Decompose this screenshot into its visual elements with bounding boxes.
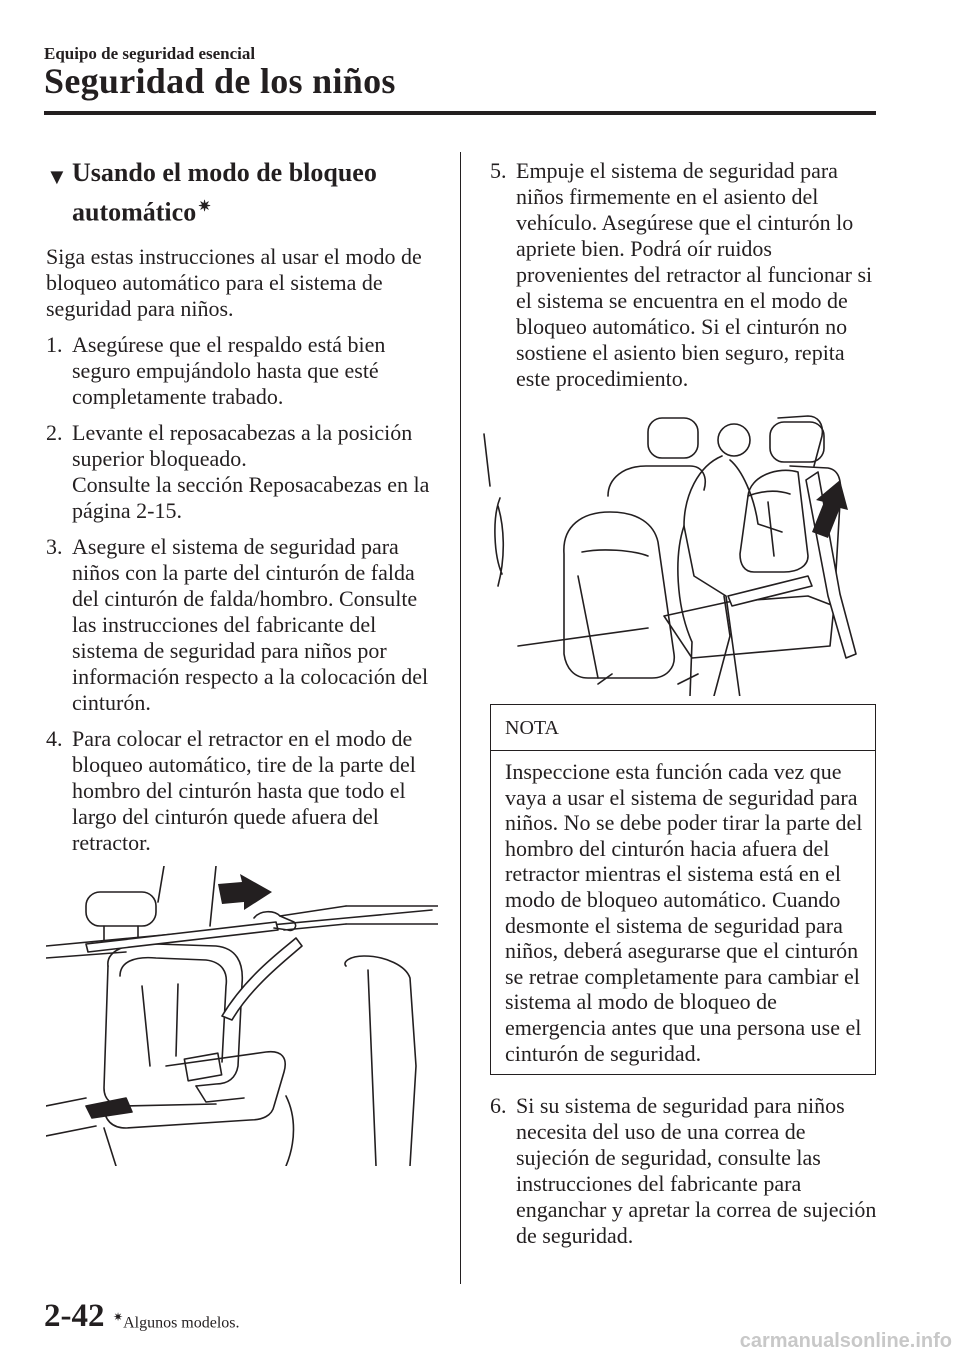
step-number: 4. xyxy=(46,725,63,751)
note-title: NOTA xyxy=(491,705,875,751)
footnote-text: Algunos modelos. xyxy=(123,1314,240,1332)
step-2 xyxy=(46,420,438,524)
step-number: 6. xyxy=(490,1093,507,1119)
asterisk-icon: ✷ xyxy=(198,199,211,215)
step-text: Asegúrese que el respaldo está bien seguro empujándolo hasta que esté completamente trabado. xyxy=(72,331,386,409)
triangle-marker-icon: ▼ xyxy=(46,164,68,189)
asterisk-icon: ✷ xyxy=(113,1310,124,1324)
note-box xyxy=(490,704,876,1075)
step-number: 2. xyxy=(46,419,63,445)
step-text: Asegure el sistema de seguridad para niños con la parte del cinturón de falda del cinturón de falda/hombro. Consulte las instrucciones del fabricante del sistema de seguridad para niños por información respecto a la colocación del cinturón. xyxy=(72,533,429,715)
child-seat-install-illustration xyxy=(478,406,868,696)
watermark: carmanualsonline.info xyxy=(739,1330,952,1352)
step-text-reference: Consulte la sección Reposacabezas en la página 2-15. xyxy=(72,471,430,523)
left-column xyxy=(46,156,438,1166)
step-number: 1. xyxy=(46,331,63,357)
step-1 xyxy=(46,332,438,410)
step-text: Levante el reposacabezas a la posición superior bloqueado. xyxy=(72,419,413,471)
subsection-heading xyxy=(46,156,438,230)
note-text: Inspeccione esta función cada vez que vaya a usar el sistema de seguridad para niños. No se debe poder tirar la parte del hombro del cinturón hacia afuera del retractor mientras el sistema está en el modo de bloqueo automático. Cuando desmonte el sistema de seguridad para niños, deberá asegurarse que el cinturón se retrae completamente para cambiar el sistema al modo de bloqueo de emergencia antes que una persona use el cinturón de seguridad. xyxy=(505,759,863,1066)
heading-line-2: automático xyxy=(72,197,197,227)
page-title: Seguridad de los niños xyxy=(44,61,396,101)
step-text: Si su sistema de seguridad para niños necesita del uso de una correa de sujeción de seguridad, consulte las instrucciones del fabricante para enganchar y apretar la correa de sujeción de seguridad. xyxy=(516,1093,877,1249)
step-3 xyxy=(46,534,438,716)
title-rule xyxy=(44,111,876,115)
section-label: Equipo de seguridad esencial xyxy=(44,44,256,63)
step-number: 5. xyxy=(490,158,507,183)
right-column xyxy=(490,158,880,1259)
step-4 xyxy=(46,726,438,856)
footnote xyxy=(113,1310,240,1332)
step-5 xyxy=(490,158,880,392)
step-number: 3. xyxy=(46,533,63,559)
step-text: Para colocar el retractor en el modo de bloqueo automático, tire de la parte del hombro del cinturón hasta que todo el largo del cinturón quede afuera del retractor. xyxy=(72,725,416,855)
page-number: 2-42 xyxy=(44,1298,105,1334)
step-text: Empuje el sistema de seguridad para niños firmemente en el asiento del vehículo. Asegúrese que el cinturón lo apriete bien. Podrá oír ruidos provenientes del retractor al funcionar si el sistema se encuentra en el modo de bloqueo automático. Si el cinturón no sostiene el asiento bien seguro, repita este procedimiento. xyxy=(516,158,873,391)
intro-paragraph: Siga estas instrucciones al usar el modo de bloqueo automático para el sistema de seguridad para niños. xyxy=(46,243,422,321)
heading-line-1: Usando el modo de bloqueo xyxy=(72,158,377,187)
child-seat-belt-pull-illustration xyxy=(46,866,438,1166)
step-6 xyxy=(490,1093,880,1249)
column-divider xyxy=(460,152,461,1284)
